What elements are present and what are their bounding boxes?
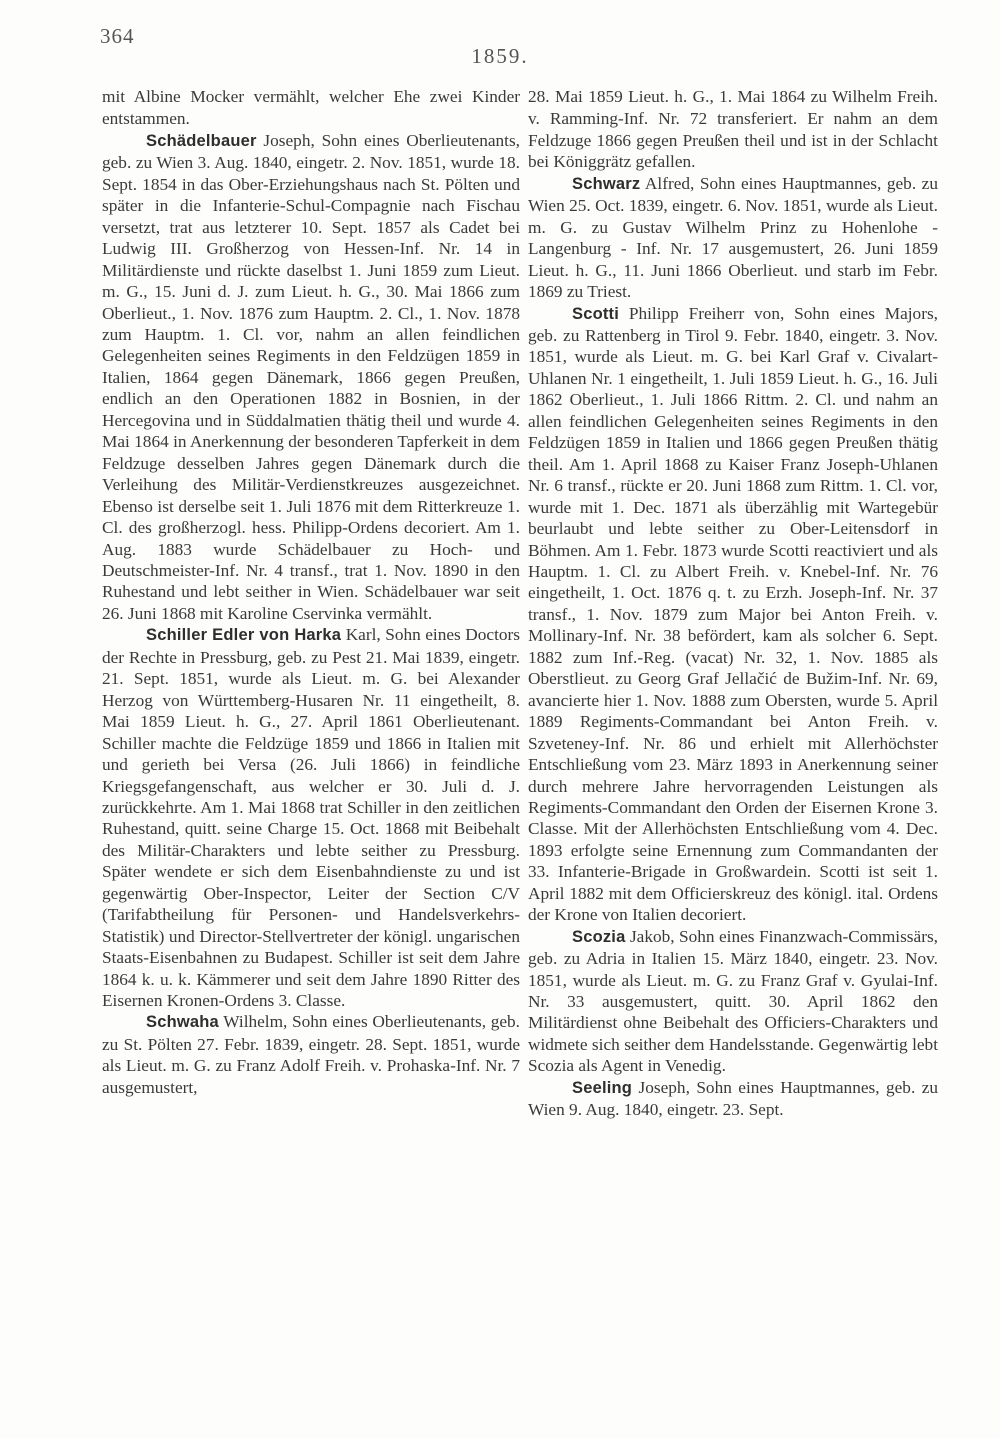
entry-text: Wilhelm, Sohn eines Oberlieutenants, geb. zu St. Pölten 27. Febr. 1839, eingetr. 28. Sept. 1851, wurde als Lieut. m. G. zu Franz Adolf Freih. v. Prohaska-Inf. Nr. 7 ausgemustert, bbox=[102, 1012, 520, 1097]
entry-schwaha bbox=[102, 1011, 520, 1098]
entry-text: Jakob, Sohn eines Finanzwach-Commissärs, geb. zu Adria in Italien 15. März 1840, eingetr. 23. Nov. 1851, wurde als Lieut. m. G. zu Franz Graf v. Gyulai-Inf. Nr. 33 ausgemustert, quitt. 30. April 1862 den Militärdienst ohne Beibehalt des Officiers-Charakters und widmete sich seither dem Handelsstande. Gegenwärtig lebt Scozia als Agent in Venedig. bbox=[528, 926, 938, 1076]
entry-surname: Schiller Edler von Harka bbox=[146, 626, 342, 645]
entry-text: 28. Mai 1859 Lieut. h. G., 1. Mai 1864 zu Wilhelm Freih. v. Ramming-Inf. Nr. 72 transferiert. Er nahm an dem Feldzuge 1866 gegen Preußen theil und ist in der Schlacht bei Königgrätz gefallen. bbox=[528, 87, 938, 172]
entry-surname: Schwarz bbox=[572, 174, 641, 193]
entry-text: mit Albine Mocker vermählt, welcher Ehe zwei Kinder entstammen. bbox=[102, 87, 520, 129]
entry-continuation bbox=[102, 86, 520, 130]
running-head-year: 1859. bbox=[471, 44, 529, 68]
entry-continuation bbox=[528, 86, 938, 173]
entry-surname: Scozia bbox=[572, 927, 626, 946]
entry-scozia bbox=[528, 926, 938, 1077]
entry-surname: Seeling bbox=[572, 1078, 633, 1097]
entry-surname: Schwaha bbox=[146, 1013, 219, 1032]
entry-text: Philipp Freiherr von, Sohn eines Majors, geb. zu Rattenberg in Tirol 9. Febr. 1840, eingetr. 3. Nov. 1851, wurde als Lieut. m. G. bei Karl Graf v. Civalart-Uhlanen Nr. 1 eingetheilt, 1. Juli 1859 Lieut. h. G., 16. Juli 1862 Oberlieut., 1. Juli 1866 Rittm. 2. Cl. und nahm an allen feindlichen Gelegenheiten seines Regiments in den Feldzügen 1859 in Italien und 1866 gegen Preußen thätig theil. Am 1. April 1868 zu Kaiser Franz Joseph-Uhlanen Nr. 6 transf., rückte er 20. Juni 1868 zum Rittm. 1. Cl. vor, wurde mit 1. Dec. 1871 als überzählig mit Wartegebür beurlaubt und lebte seither zu Ober-Leitensdorf in Böhmen. Am 1. Febr. 1873 wurde Scotti reactiviert und als Hauptm. 1. Cl. zu Albert Freih. v. Knebel-Inf. Nr. 76 eingetheilt, 1. Oct. 1876 q. t. zu Erzh. Joseph-Inf. Nr. 37 transf., 1. Nov. 1879 zum Major bei Anton Freih. v. Mollinary-Inf. Nr. 38 befördert, kam als solcher 6. Sept. 1882 zum Inf.-Reg. (vacat) Nr. 32, 1. Nov. 1885 als Oberstlieut. zu Georg Graf Jellačić de Bužim-Inf. Nr. 69, avancierte hier 1. Nov. 1888 zum Obersten, wurde 5. April 1889 Regiments-Commandant bei Anton Freih. v. Szveteney-Inf. Nr. 86 und erhielt mit Allerhöchster Entschließung vom 23. März 1893 in Anerkennung seiner durch mehrere Jahre hervorragenden Leistungen als Regiments-Commandant den Orden der Eisernen Krone 3. Classe. Mit der Allerhöchsten Entschließung vom 4. Dec. 1893 erfolgte seine Ernennung zum Commandanten der 33. Infanterie-Brigade in Großwardein. Scotti ist seit 1. April 1882 mit dem Officierskreuz des königl. ital. Ordens der Krone von Italien decoriert. bbox=[528, 303, 938, 925]
entry-text: Karl, Sohn eines Doctors der Rechte in Pressburg, geb. zu Pest 21. Mai 1839, eingetr. 21. Sept. 1851, wurde als Lieut. m. G. bei Alexander Herzog von Württemberg-Husaren Nr. 11 eingetheilt, 8. Mai 1859 Lieut. h. G., 27. April 1861 Oberlieutenant. Schiller machte die Feldzüge 1859 und 1866 in Italien mit und gerieth bei Versa (26. Juli 1866) in feindliche Kriegsgefangenschaft, aus welcher er 30. Juli d. J. zurückkehrte. Am 1. Mai 1868 trat Schiller in den zeitlichen Ruhestand, quitt. seine Charge 15. Oct. 1868 mit Beibehalt des Militär-Charakters und lebte seither zu Pressburg. Später wendete er sich dem Eisenbahndienste zu und ist gegenwärtig Ober-Inspector, Leiter der Section C/V (Tarifabtheilung für Personen- und Handelsverkehrs-Statistik) und Director-Stellvertreter der königl. ungarischen Staats-Eisenbahnen zu Budapest. Schiller ist seit dem Jahre 1864 k. u. k. Kämmerer und seit dem Jahre 1890 Ritter des Eisernen Kronen-Ordens 3. Classe. bbox=[102, 625, 520, 1011]
entry-seeling bbox=[528, 1077, 938, 1121]
entry-schiller bbox=[102, 624, 520, 1011]
entry-text: Joseph, Sohn eines Hauptmannes, geb. zu Wien 9. Aug. 1840, eingetr. 23. Sept. bbox=[528, 1077, 938, 1120]
entry-surname: Schädelbauer bbox=[146, 131, 257, 150]
left-column bbox=[102, 86, 520, 1098]
right-column bbox=[528, 86, 938, 1121]
entry-text: Alfred, Sohn eines Hauptmannes, geb. zu Wien 25. Oct. 1839, eingetr. 6. Nov. 1851, wurde als Lieut. m. G. zu Gustav Wilhelm Prinz zu Hohenlohe - Langenburg - Inf. Nr. 17 ausgemustert, 26. Juni 1859 Lieut. h. G., 11. Juni 1866 Oberlieut. und starb im Febr. 1869 zu Triest. bbox=[528, 173, 938, 302]
entry-schwarz bbox=[528, 173, 938, 303]
page-number: 364 bbox=[100, 24, 135, 48]
entry-text: Joseph, Sohn eines Oberlieutenants, geb. zu Wien 3. Aug. 1840, eingetr. 2. Nov. 1851, wurde 18. Sept. 1854 in das Ober-Erziehungshaus nach St. Pölten und später in die Infanterie-Schul-Compagnie nach Fischau versetzt, trat aus letzterer 10. Sept. 1857 als Cadet bei Ludwig III. Großherzog von Hessen-Inf. Nr. 14 in Militärdienste und rückte daselbst 1. Juni 1859 zum Lieut. m. G., 15. Juni d. J. zum Lieut. h. G., 30. Mai 1866 zum Oberlieut., 1. Nov. 1876 zum Hauptm. 2. Cl., 1. Nov. 1878 zum Hauptm. 1. Cl. vor, nahm an allen feindlichen Gelegenheiten seines Regiments in den Feldzügen 1859 in Italien, 1864 gegen Dänemark, 1866 gegen Preußen, endlich an den Operationen 1882 in Bosnien, in der Hercegovina und in Süddalmatien thätig theil und wurde 4. Mai 1864 in Anerkennung der besonderen Tapferkeit in dem Feldzuge desselben Jahres gegen Dänemark durch die Verleihung des Militär-Verdienstkreuzes ausgezeichnet. Ebenso ist derselbe seit 1. Juli 1876 mit dem Ritterkreuze 1. Cl. des großherzogl. hess. Philipp-Ordens decoriert. Am 1. Aug. 1883 wurde Schädelbauer zu Hoch- und Deutschmeister-Inf. Nr. 4 transf., trat 1. Nov. 1890 in den Ruhestand und lebt seither in Wien. Schädelbauer war seit 26. Juni 1868 mit Karoline Cservinka vermählt. bbox=[102, 130, 520, 623]
entry-schaedelbauer bbox=[102, 130, 520, 624]
entry-surname: Scotti bbox=[572, 304, 620, 323]
entry-scotti bbox=[528, 303, 938, 926]
